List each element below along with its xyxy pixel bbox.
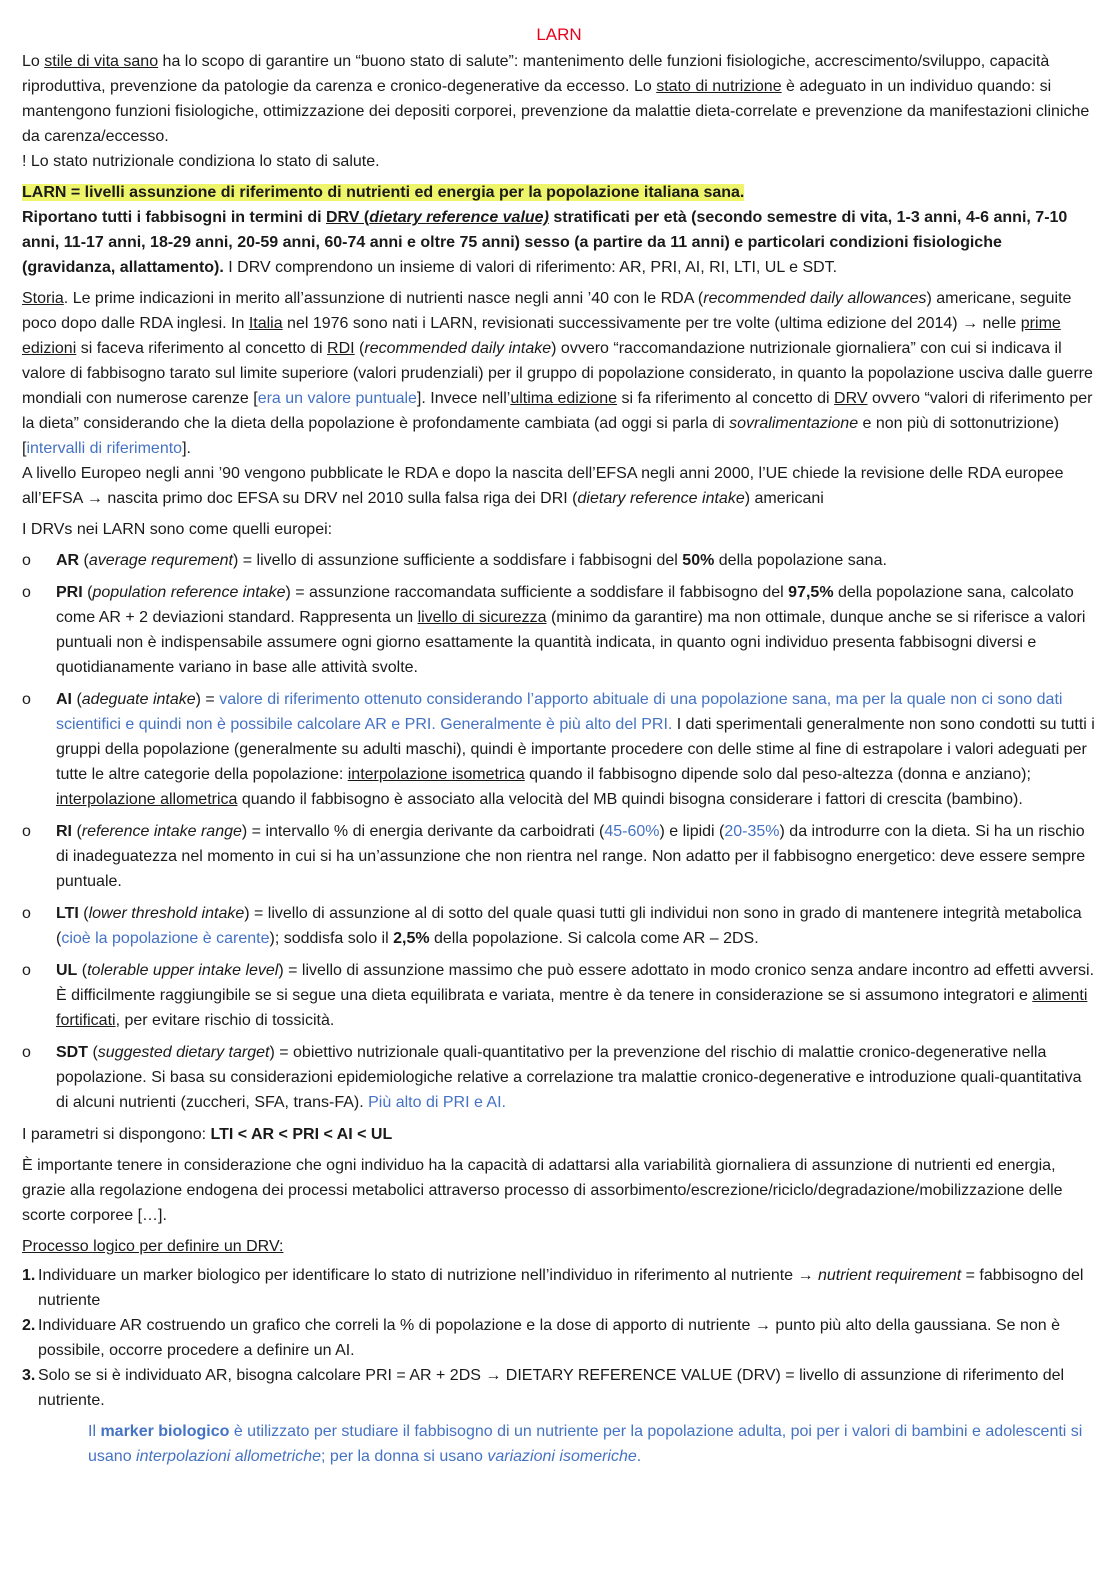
page-title: LARN <box>536 25 582 44</box>
list-item-lti: o LTI (lower threshold intake) = livello di assunzione al di sotto del quale quasi tutti gli individui non sono in grado di mantenere integrità metabolica (cioè la popolazione è carente); soddisfa solo il 2,5% della popolazione. Si calcola come AR – 2DS. <box>22 901 1096 951</box>
list-item-ri: o RI (reference intake range) = intervallo % di energia derivante da carboidrati (45-60%) e lipidi (20-35%) da introdurre con la dieta. Si ha un rischio di inadeguatezza nel momento in cui si ha un’assunzione che non rientra nel range. Non adatto per il fabbisogno energetico: deve essere sempre puntuale. <box>22 819 1096 894</box>
process-steps <box>22 1263 1096 1413</box>
adaptation-paragraph: È importante tenere in considerazione che ogni individuo ha la capacità di adattarsi alla variabilità giornaliera di assunzione di nutrienti ed energia, grazie alla regolazione endogena dei processi metabolici attraverso processo di assorbimento/escrezione/riciclo/degradazione/mobilizzazione delle scorte corporee […]. <box>22 1157 1063 1224</box>
history-paragraph: Storia. Le prime indicazioni in merito all’assunzione di nutrienti nasce negli anni ’40 con le RDA (recommended daily allowances) americane, seguite poco dopo dalle RDA inglesi. In Italia nel 1976 sono nati i LARN, revisionati successivamente per tre volte (ultima edizione del 2014) → nelle prime edizioni si faceva riferimento al concetto di RDI (recommended daily intake) ovvero “raccomandazione nutrizionale giornaliera” con cui si indicava il valore di fabbisogno tarato sul limite superiore (valori prudenziali) per il gruppo di popolazione considerato, in quanto la popolazione usciva dalle guerre mondiali con numerose carenze [era un valore puntuale]. Invece nell’ultima edizione si fa riferimento al concetto di DRV ovvero “valori di riferimento per la dieta” considerando che la dieta della popolazione è profondamente cambiata (ad oggi si parla di sovralimentazione e non più di sottonutrizione) [intervalli di riferimento]. A livello Europeo negli anni ’90 vengono pubblicate le RDA e dopo la nascita dell’EFSA negli anni 2000, l’UE chiede la revisione delle RDA europee all’EFSA → nascita primo doc EFSA su DRV nel 2010 sulla falsa riga dei DRI (dietary reference intake) americani <box>22 290 1093 507</box>
intro-note: ! Lo stato nutrizionale condiziona lo stato di salute. <box>22 153 380 170</box>
bullet-marker: o <box>22 584 31 601</box>
list-item-sdt: o SDT (suggested dietary target) = obiettivo nutrizionale quali-quantitativo per la prevenzione del rischio di malattie cronico-degenerative nella popolazione. Si basa su considerazioni epidemiologiche relative a correlazione tra malattie cronico-degenerative e introduzione quali-quantitativa di alcuni nutrienti (zuccheri, SFA, trans-FA). Più alto di PRI e AI. <box>22 1040 1096 1115</box>
intro-paragraph: Lo stile di vita sano ha lo scopo di garantire un “buono stato di salute”: mantenimento delle funzioni fisiologiche, accrescimento/sviluppo, capacità riproduttiva, prevenzione da patologie da carenza e cronico-degenerative da eccesso. Lo stato di nutrizione è adeguato in un individuo quando: si mantengono funzioni fisiologiche, ottimizzazione dei depositi corporei, prevenzione da malattie dieta-correlate e prevenzione da manifestazioni cliniche da carenza/eccesso. ! Lo stato nutrizionale condiziona lo stato di salute. <box>22 53 1090 170</box>
list-item-ai: o AI (adeguate intake) = valore di riferimento ottenuto considerando l’apporto abituale di una popolazione sana, ma per la quale non ci sono dati scientifici e quindi non è possibile calcolare AR e PRI. Generalmente è più alto del PRI. I dati sperimentali generalmente non sono condotti su tutti i gruppi della popolazione (generalmente su adulti maschi), quindi è importante procedere con delle stime al fine di estrapolare i valori adeguati per tutte le altre categorie della popolazione: interpolazione isometrica quando il fabbisogno dipende solo dal peso-altezza (donna e anziano); interpolazione allometrica quando il fabbisogno è associato alla velocità del MB quindi bisogna considerare i fattori di crescita (bambino). <box>22 687 1096 812</box>
list-item-ar: o AR (average requrement) = livello di assunzione sufficiente a soddisfare i fabbisogni del 50% della popolazione sana. <box>22 548 1096 573</box>
bullet-marker: o <box>22 1044 31 1061</box>
process-title: Processo logico per definire un DRV: <box>22 1238 284 1255</box>
bullet-marker: o <box>22 962 31 979</box>
process-step-3: 3. Solo se si è individuato AR, bisogna calcolare PRI = AR + 2DS → DIETARY REFERENCE VALUE (DRV) = livello di assunzione di riferimento del nutriente. <box>22 1367 1065 1409</box>
process-step-1: 1. Individuare un marker biologico per identificare lo stato di nutrizione nell’individuo in riferimento al nutriente → nutrient requirement = fabbisogno del nutriente <box>22 1267 1084 1309</box>
drvs-intro: I DRVs nei LARN sono come quelli europei: <box>22 521 333 538</box>
list-item-ul: o UL (tolerable upper intake level) = livello di assunzione massimo che può essere adottato in modo cronico senza andare incontro ad effetti avversi. È difficilmente raggiungibile se si segue una dieta equilibrata e variata, mentre è da tenere in considerazione se si assumono integratori e alimenti fortificati, per evitare rischio di tossicità. <box>22 958 1096 1033</box>
larn-definition: LARN = livelli assunzione di riferimento di nutrienti ed energia per la popolazione italiana sana. Riportano tutti i fabbisogni in termini di DRV (dietary reference value) stratificati per età (secondo semestre di vita, 1-3 anni, 4-6 anni, 7-10 anni, 11-17 anni, 18-29 anni, 20-59 anni, 60-74 anni e oltre 75 anni) sesso (a partire da 11 anni) e particolari condizioni fisiologiche (gravidanza, allattamento). I DRV comprendono un insieme di valori di riferimento: AR, PRI, AI, RI, LTI, UL e SDT. <box>22 184 1068 276</box>
bullet-marker: o <box>22 823 31 840</box>
bullet-marker: o <box>22 552 31 569</box>
parameter-order: I parametri si dispongono: LTI < AR < PRI < AI < UL <box>22 1126 393 1143</box>
bullet-marker: o <box>22 691 31 708</box>
drv-list <box>22 548 1096 1115</box>
bullet-marker: o <box>22 905 31 922</box>
list-item-pri: o PRI (population reference intake) = assunzione raccomandata sufficiente a soddisfare il fabbisogno del 97,5% della popolazione sana, calcolato come AR + 2 deviazioni standard. Rappresenta un livello di sicurezza (minimo da garantire) ma non ottimale, dunque anche se si riferisce a valori puntuali non è indispensabile assumere ogni giorno esattamente la quantità indicata, in quanto ogni individuo presenta fabbisogni diversi e quotidianamente variano in base alle attività svolte. <box>22 580 1096 680</box>
marker-note: Il marker biologico è utilizzato per studiare il fabbisogno di un nutriente per la popolazione adulta, poi per i valori di bambini e adolescenti si usano interpolazioni allometriche; per la donna si usano variazioni isomeriche. <box>88 1423 1083 1465</box>
process-step-2: 2. Individuare AR costruendo un grafico che correli la % di popolazione e la dose di apporto di nutriente → punto più alto della gaussiana. Se non è possibile, occorre procedere a definire un AI. <box>22 1317 1060 1359</box>
document-page <box>22 22 1096 1475</box>
